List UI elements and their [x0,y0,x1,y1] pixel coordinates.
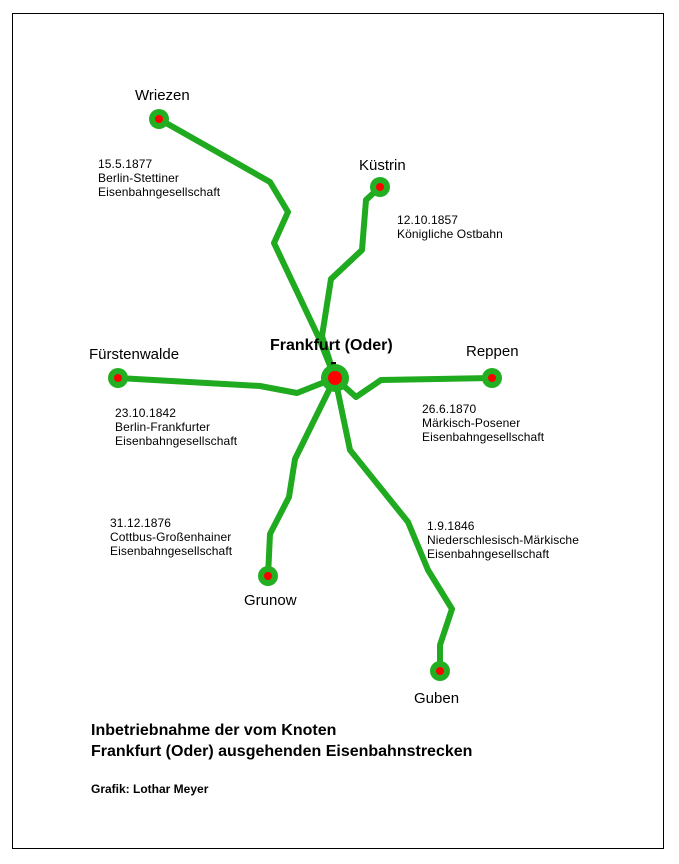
station-guben-dot [436,667,444,675]
line-company: Eisenbahngesellschaft [427,547,550,561]
line-company: Niederschlesisch-Märkische [427,533,579,547]
line-info-wriezen [98,157,220,199]
line-info-fuerstenwalde [115,406,237,448]
line-info-guben [427,519,579,561]
line-company: Berlin-Frankfurter [115,420,211,434]
city-label-guben: Guben [414,690,460,707]
station-grunow-dot [264,572,272,580]
city-label-kuestrin: Küstrin [359,157,406,174]
line-company: Berlin-Stettiner [98,171,179,185]
track-grunow [268,378,335,576]
line-info-grunow [110,516,232,558]
line-company: Königliche Ostbahn [397,227,503,241]
line-company: Cottbus-Großenhainer [110,530,232,544]
station-hub-dot [328,371,342,385]
city-label-wriezen: Wriezen [135,87,190,104]
line-info-reppen [422,402,544,444]
credit-text: Grafik: Lothar Meyer [91,782,209,796]
hub-label: Frankfurt (Oder) [270,337,393,354]
station-kuestrin-dot [376,183,384,191]
line-date: 15.5.1877 [98,157,153,171]
line-company: Eisenbahngesellschaft [98,185,221,199]
track-fuerstenwalde [118,378,335,393]
line-company: Eisenbahngesellschaft [422,430,545,444]
line-company: Eisenbahngesellschaft [110,544,233,558]
line-date: 26.6.1870 [422,402,477,416]
line-info-kuestrin [397,213,503,241]
caption-line: Frankfurt (Oder) ausgehenden Eisenbahnstrecken [91,743,473,760]
city-label-fuerstenwalde: Fürstenwalde [89,346,180,363]
station-fuerstenwalde-dot [114,374,122,382]
line-date: 1.9.1846 [427,519,475,533]
city-label-grunow: Grunow [244,592,297,609]
line-date: 12.10.1857 [397,213,459,227]
station-wriezen-dot [155,115,163,123]
line-date: 31.12.1876 [110,516,172,530]
track-reppen [335,378,492,397]
line-company: Märkisch-Posener [422,416,521,430]
line-date: 23.10.1842 [115,406,177,420]
city-label-reppen: Reppen [466,343,519,360]
map-caption [91,720,472,762]
caption-line: Inbetriebnahme der vom Knoten [91,722,337,739]
line-company: Eisenbahngesellschaft [115,434,238,448]
station-reppen-dot [488,374,496,382]
